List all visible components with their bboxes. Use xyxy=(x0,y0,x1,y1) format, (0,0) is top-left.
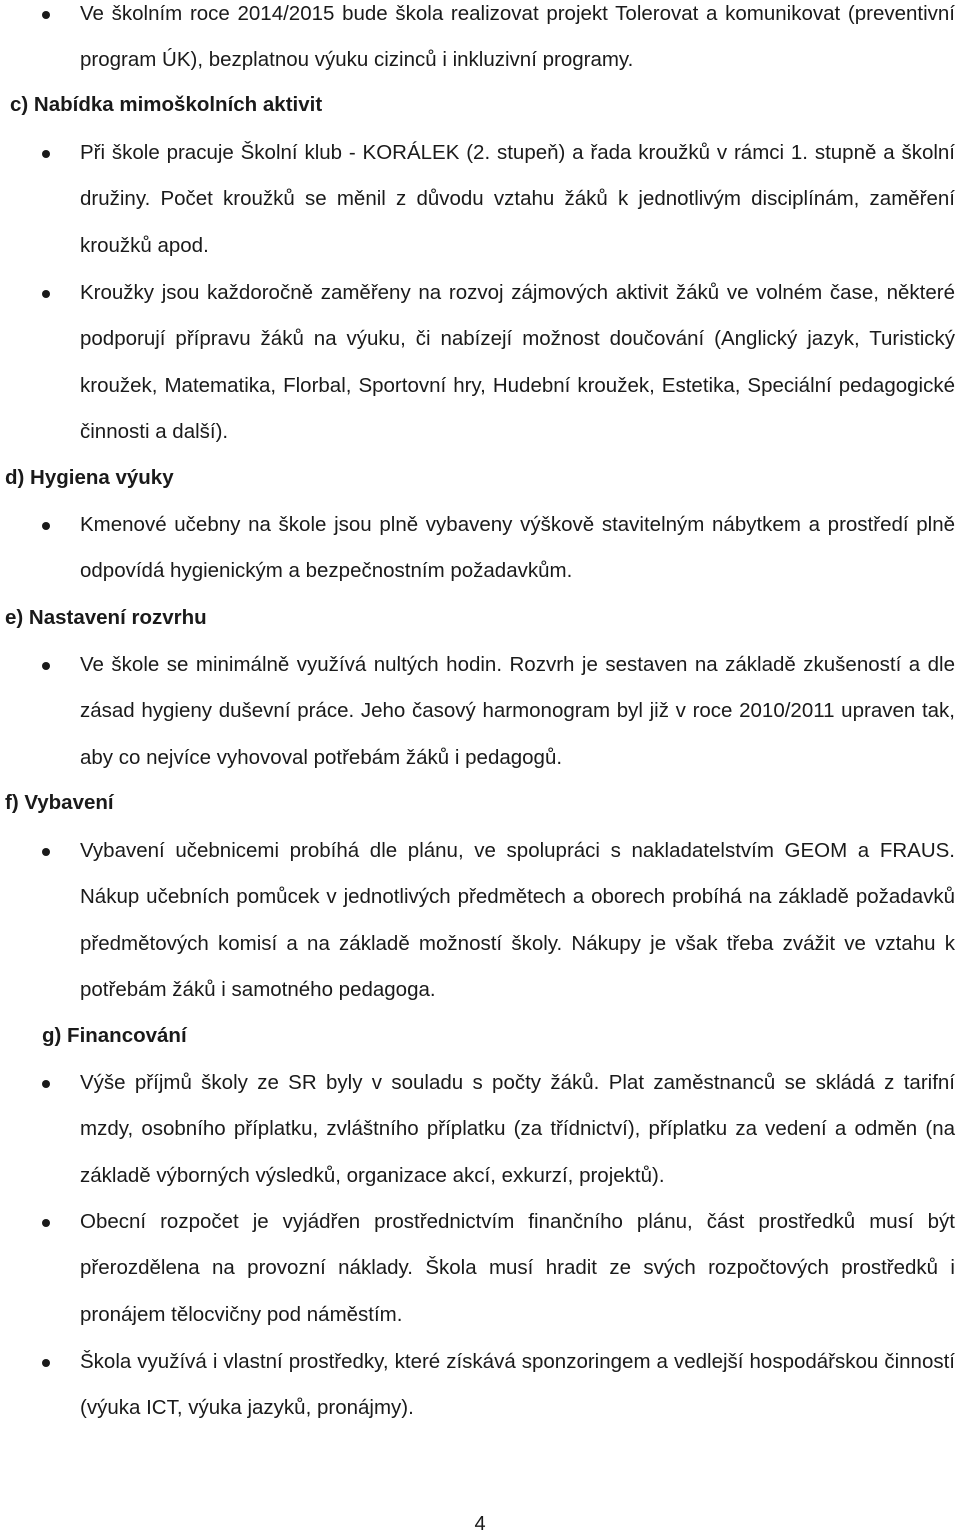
bullet-icon xyxy=(42,290,50,298)
bullet-icon xyxy=(42,522,50,530)
bullet-icon xyxy=(42,662,50,670)
paragraph-text: Při škole pracuje Školní klub - KORÁLEK (2. stupeň) a řada kroužků v rámci 1. stupně a školní družiny. Počet kroužků se měnil z důvodu vztahu žáků k jednotlivým disciplínám, zaměření kroužků apod. xyxy=(80,141,955,257)
section-heading-g: g) Financování xyxy=(42,1024,187,1047)
bullet-icon xyxy=(42,150,50,158)
paragraph-text: Škola využívá i vlastní prostředky, které získává sponzoringem a vedlejší hospodářskou činností (výuka ICT, výuka jazyků, pronájmy). xyxy=(80,1350,955,1420)
bullet-icon xyxy=(42,1080,50,1088)
bullet-icon xyxy=(42,11,50,19)
bullet-icon xyxy=(42,848,50,856)
paragraph-text: Kmenové učebny na škole jsou plně vybaveny výškově stavitelným nábytkem a prostředí plně odpovídá hygienickým a bezpečnostním požadavkům. xyxy=(80,513,955,583)
section-heading-e: e) Nastavení rozvrhu xyxy=(5,606,207,629)
paragraph-text: Obecní rozpočet je vyjádřen prostřednictvím finančního plánu, část prostředků musí být přerozdělena na provozní náklady. Škola musí hradit ze svých rozpočtových prostředků i pronájem tělocvičny pod náměstím. xyxy=(80,1210,955,1326)
bullet-icon xyxy=(42,1359,50,1367)
paragraph-text: Výše příjmů školy ze SR byly v souladu s počty žáků. Plat zaměstnanců se skládá z tarifní mzdy, osobního příplatku, zvláštního příplatku (za třídnictví), příplatku za vedení a odměn (na základě výborných výsledků, organizace akcí, exkurzí, projektů). xyxy=(80,1071,955,1187)
paragraph-text: Vybavení učebnicemi probíhá dle plánu, ve spolupráci s nakladatelstvím GEOM a FRAUS. Nákup učebních pomůcek v jednotlivých předmětech a oborech probíhá na základě požadavků předmětových komisí a na základě možností školy. Nákupy je však třeba zvážit ve vztahu k potřebám žáků i samotného pedagoga. xyxy=(80,839,955,1001)
page-number: 4 xyxy=(474,1513,486,1535)
section-heading-c: c) Nabídka mimoškolních aktivit xyxy=(10,93,323,116)
paragraph-text: Ve školním roce 2014/2015 bude škola realizovat projekt Tolerovat a komunikovat (preventivní program ÚK), bezplatnou výuku cizinců i inkluzivní programy. xyxy=(80,2,955,72)
section-heading-d: d) Hygiena výuky xyxy=(5,466,174,489)
bullet-icon xyxy=(42,1219,50,1227)
paragraph-text: Kroužky jsou každoročně zaměřeny na rozvoj zájmových aktivit žáků ve volném čase, některé podporují přípravu žáků na výuku, či nabízejí možnost doučování (Anglický jazyk, Turistický kroužek, Matematika, Florbal, Sportovní hry, Hudební kroužek, Estetika, Speciální pedagogické činnosti a další). xyxy=(80,281,955,443)
paragraph-text: Ve škole se minimálně využívá nultých hodin. Rozvrh je sestaven na základě zkušeností a dle zásad hygieny duševní práce. Jeho časový harmonogram byl již v roce 2010/2011 upraven tak, aby co nejvíce vyhovoval potřebám žáků i pedagogů. xyxy=(80,653,955,769)
section-heading-f: f) Vybavení xyxy=(5,791,114,814)
